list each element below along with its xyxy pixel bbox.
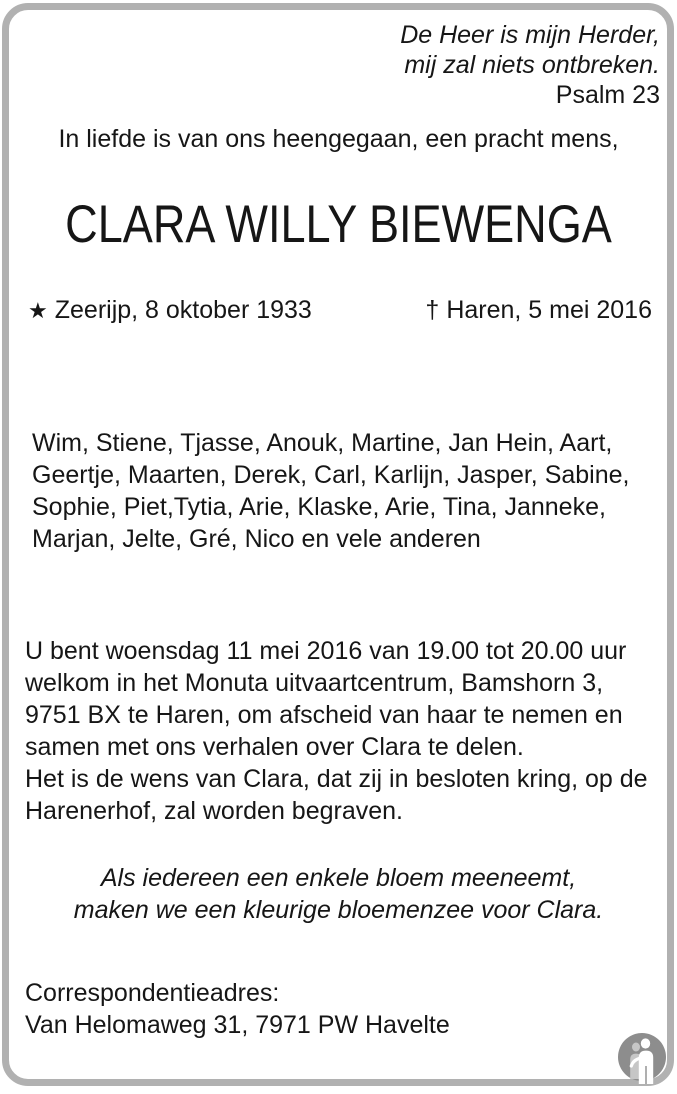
ceremony-details bbox=[25, 635, 667, 827]
life-dates-row bbox=[0, 294, 677, 327]
correspondence-address bbox=[25, 977, 450, 1041]
intro-line: In liefde is van ons heengegaan, een pracht mens, bbox=[58, 125, 619, 153]
monuta-logo-icon bbox=[617, 1031, 667, 1089]
death-dagger-icon: † bbox=[425, 296, 440, 324]
death-date bbox=[425, 294, 652, 327]
death-date-text: Haren, 5 mei 2016 bbox=[446, 296, 652, 324]
ceremony-line: 9751 BX te Haren, om afscheid van haar te nemen en bbox=[25, 701, 623, 729]
ceremony-line: U bent woensdag 11 mei 2016 van 19.00 tot 20.00 uur bbox=[25, 637, 627, 665]
birth-date-text: Zeerijp, 8 oktober 1933 bbox=[54, 296, 312, 324]
birth-star-icon: ★ bbox=[28, 298, 48, 323]
quote-attribution: Psalm 23 bbox=[555, 81, 660, 109]
relatives-line: Sophie, Piet,Tytia, Arie, Klaske, Arie, Tina, Janneke, bbox=[32, 493, 606, 521]
birth-date bbox=[28, 294, 312, 327]
correspondence-address-line: Van Helomaweg 31, 7971 PW Havelte bbox=[25, 1011, 450, 1039]
flower-request-line-2: maken we een kleurige bloemenzee voor Clara. bbox=[73, 896, 604, 924]
relatives-line: Wim, Stiene, Tjasse, Anouk, Martine, Jan Hein, Aart, bbox=[32, 429, 613, 457]
quote-line-1: De Heer is mijn Herder, bbox=[400, 21, 660, 49]
flower-request bbox=[0, 862, 677, 926]
relatives-list bbox=[32, 427, 663, 555]
correspondence-label: Correspondentieadres: bbox=[25, 979, 280, 1007]
ceremony-line: Harenerhof, zal worden begraven. bbox=[25, 797, 404, 825]
ceremony-line: welkom in het Monuta uitvaartcentrum, Bamshorn 3, bbox=[25, 669, 604, 697]
deceased-name: CLARA WILLY BIEWENGA bbox=[65, 195, 612, 254]
flower-request-line-1: Als iedereen een enkele bloem meeneemt, bbox=[100, 864, 577, 892]
relatives-line: Marjan, Jelte, Gré, Nico en vele anderen bbox=[32, 525, 481, 553]
ceremony-line: samen met ons verhalen over Clara te delen. bbox=[25, 733, 524, 761]
psalm-quote bbox=[400, 20, 660, 110]
quote-line-2: mij zal niets ontbreken. bbox=[404, 51, 660, 79]
relatives-line: Geertje, Maarten, Derek, Carl, Karlijn, Jasper, Sabine, bbox=[32, 461, 630, 489]
ceremony-line: Het is de wens van Clara, dat zij in besloten kring, op de bbox=[25, 765, 648, 793]
